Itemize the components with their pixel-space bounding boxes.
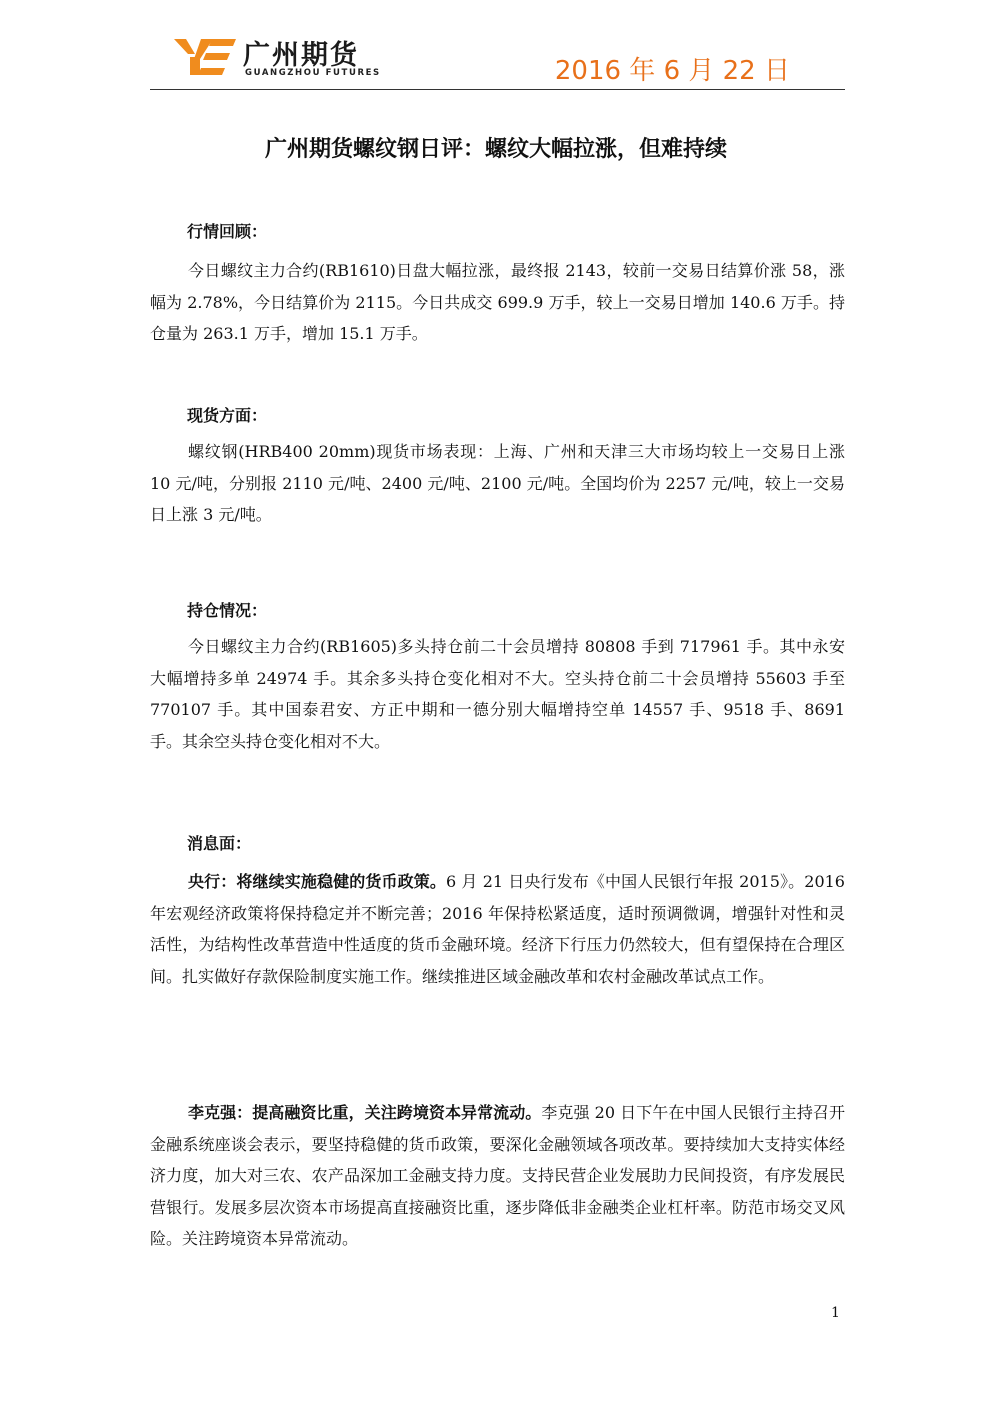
header-divider	[150, 89, 845, 90]
news-lead-pboc: 央行：将继续实施稳健的货币政策。	[188, 872, 446, 891]
logo-chinese-name: 广州期货	[243, 40, 359, 71]
logo-english-name: GUANGZHOU FUTURES	[245, 68, 381, 78]
news-body-pboc: 6 月 21 日央行发布《中国人民银行年报 2015》。2016 年宏观经济政策将保持稳定并不断完善；2016 年保持松紧适度，适时预调微调，增强针对性和灵活性，为结构性改革营造中性适度的货币金融环境。经济下行压力仍然较大，但有望保持在合理区间。扎实做好存款保险制度实施工作。继续推进区域金融改革和农村金融改革试点工作。	[150, 872, 845, 986]
document-title: 广州期货螺纹钢日评：螺纹大幅拉涨，但难持续	[264, 137, 727, 162]
section-heading-market-review: 行情回顾：	[187, 222, 268, 241]
paragraph-positions: 今日螺纹主力合约(RB1605)多头持仓前二十会员增持 80808 手到 717961 手。其中永安大幅增持多单 24974 手。其余多头持仓变化相对不大。空头持仓前二十会员增持 55603 手至 770107 手。其中国泰君安、方正中期和一德分别大幅增持空单 14557 手、9518 手、8691 手。其余空头持仓变化相对不大。	[150, 637, 845, 751]
section-heading-positions: 持仓情况：	[187, 601, 268, 620]
paragraph-spot: 螺纹钢(HRB400 20mm)现货市场表现：上海、广州和天津三大市场均较上一交易日上涨 10 元/吨，分别报 2110 元/吨、2400 元/吨、2100 元/吨。全国均价为 2257 元/吨，较上一交易日上涨 3 元/吨。	[150, 442, 845, 524]
guangzhou-futures-logo-icon	[174, 37, 236, 77]
paragraph-market-review: 今日螺纹主力合约(RB1610)日盘大幅拉涨，最终报 2143，较前一交易日结算价涨 58，涨幅为 2.78%，今日结算价为 2115。今日共成交 699.9 万手，较上一交易日增加 140.6 万手。持仓量为 263.1 万手，增加 15.1 万手。	[150, 261, 845, 343]
page-number: 1	[831, 1305, 840, 1321]
section-heading-spot: 现货方面：	[187, 406, 268, 425]
section-heading-news: 消息面：	[187, 834, 252, 853]
page-header	[150, 30, 845, 90]
report-date: 2016 年 6 月 22 日	[554, 56, 790, 86]
paragraph-news-pboc	[150, 866, 845, 992]
news-body-likeqiang: 李克强 20 日下午在中国人民银行主持召开金融系统座谈会表示，要坚持稳健的货币政策，要深化金融领域各项改革。要持续加大支持实体经济力度，加大对三农、农产品深加工金融支持力度。支持民营企业发展助力民间投资，有序发展民营银行。发展多层次资本市场提高直接融资比重，逐步降低非金融类企业杠杆率。防范市场交叉风险。关注跨境资本异常流动。	[150, 1103, 845, 1248]
news-lead-likeqiang: 李克强：提高融资比重，关注跨境资本异常流动。	[188, 1103, 542, 1122]
paragraph-news-likeqiang	[150, 1097, 845, 1255]
